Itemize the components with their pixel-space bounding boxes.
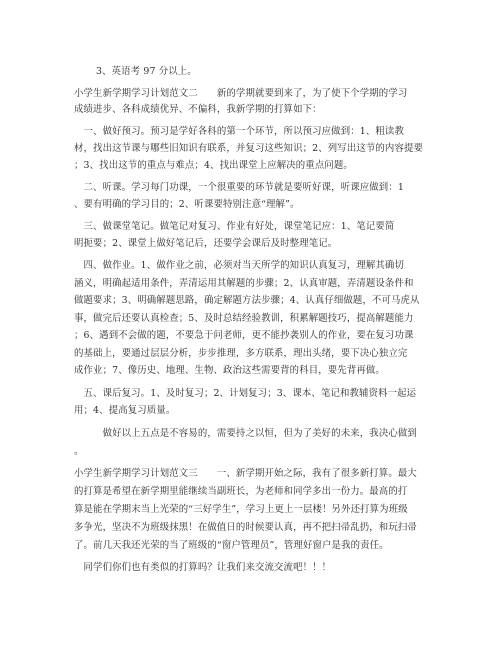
text-line: ；6、遇到不会做的题，不要急于问老师，更不能抄袭别人的作业，要在复习功课 bbox=[74, 330, 414, 341]
text-line: 3、英语考 97 分以上。 bbox=[96, 66, 197, 77]
text-line: 五、课后复习。1、及时复习；2、计划复习；3、课本、笔记和教辅资料一起运 bbox=[74, 388, 417, 399]
text-line: 同学们你们也有类似的打算吗？让我们来交流交流吧！！！ bbox=[74, 562, 332, 573]
text-line: 做好以上五点是不容易的，需要持之以恒，但为了美好的未来，我决心做到 bbox=[74, 428, 417, 439]
text-line: 成作业；7、像历史、地理、生物、政治这些需要背的科目，要先背再做。 bbox=[74, 365, 385, 376]
text-line: 二、听课。学习每门功课，一个很重要的环节就是要听好课，听课应做到：1 bbox=[74, 182, 404, 193]
text-line: 明扼要；2、课堂上做好笔记后，还要学会课后及时整理笔记。 bbox=[74, 238, 338, 249]
text-line: 做题要求；3、明确解题思路，确定解题方法步骤；4、认真仔细做题，不可马虎从 bbox=[74, 295, 420, 306]
text-line: 涵义，明确起适用条件，弄清运用其解题的步骤；2、认真审题，弄清题设条件和 bbox=[74, 278, 414, 289]
text-line: 一、做好预习。预习是学好各科的第一个环节，所以预习应做到：1、粗读教 bbox=[74, 126, 404, 137]
text-line: 的打算是希望在新学期里能继续当副班长，为老师和同学多出一份力。最高的打 bbox=[74, 486, 408, 497]
text-line: 小学生新学期学习计划范文二 新的学期就要到来了，为了使下个学期的学习 bbox=[74, 88, 408, 99]
text-line: 事，做完后还要认真检查；5、及时总结经验教训，积累解题技巧，提高解题能力 bbox=[74, 313, 414, 324]
text-line: 用；4、提高复习质量。 bbox=[74, 405, 176, 416]
text-line: ；3、找出这节的重点与难点；4、找出课堂上应解决的重点问题。 bbox=[74, 160, 353, 171]
text-line: 三、做课堂笔记。做笔记对复习、作业有好处，课堂笔记应：1、笔记要简 bbox=[74, 221, 395, 232]
text-line: 四、做作业。1、做作业之前，必须对当天所学的知识认真复习，理解其确切 bbox=[74, 260, 404, 271]
text-line: 。 bbox=[74, 446, 84, 457]
text-line: 的基础上，要通过层层分析，步步推理，多方联系，理出头绪，要下决心独立完 bbox=[74, 348, 408, 359]
text-line: 小学生新学期学习计划范文三 一、新学期开始之际，我有了很多新打算。最大 bbox=[74, 468, 417, 479]
text-line: 材，找出这节课与哪些旧知识有联系，并复习这些知识；2、列写出这节的内容提要 bbox=[74, 143, 424, 154]
text-line: 算是能在学期末当上光荣的“三好学生”，学习上更上一层楼！另外还打算为班级 bbox=[74, 504, 408, 515]
text-line: 了。前几天我还光荣的当了班级的“窗户管理员”，管理好窗户是我的责任。 bbox=[74, 540, 389, 551]
text-line: 、要有明确的学习目的；2、听课要特别注意“理解”。 bbox=[74, 199, 300, 210]
text-line: 多争光，坚决不为班级抹黑！在做值日的时候要认真，再不把扫帚乱扔，和玩扫帚 bbox=[74, 522, 417, 533]
text-line: 成绩进步、各科成绩优异、不偏科，我新学期的打算如下： bbox=[74, 104, 322, 115]
